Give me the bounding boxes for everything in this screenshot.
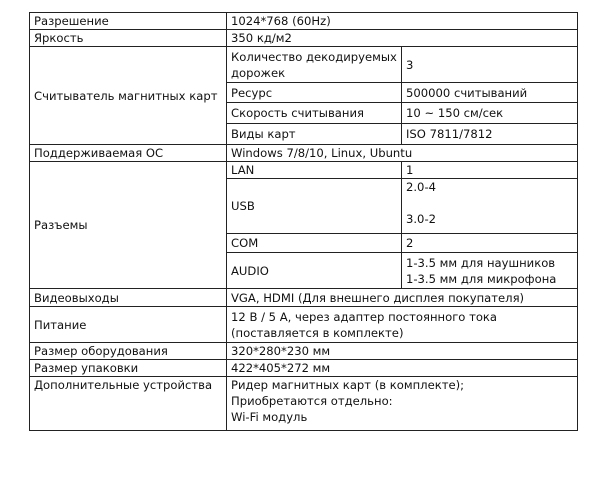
table-row-brightness: [30, 30, 578, 47]
extras-value-2: Приобретаются отдельно:: [231, 394, 393, 408]
table-row-package-size: [30, 360, 578, 377]
ports-audio-value-1: 1-3.5 мм для наушников: [406, 255, 556, 270]
msr-speed-value: 10 ~ 150 см/сек: [402, 103, 578, 124]
package-size-value: 422*405*272 мм: [227, 360, 578, 377]
ports-com-value: 2: [402, 234, 578, 253]
msr-cards-label: Виды карт: [227, 124, 402, 145]
ports-usb-values: [402, 179, 578, 234]
msr-cards-value: ISO 7811/7812: [402, 124, 578, 145]
msr-life-value: 500000 считываний: [402, 83, 578, 103]
table-row-video: [30, 289, 578, 307]
device-size-label: Размер оборудования: [30, 343, 227, 360]
os-value: Windows 7/8/10, Linux, Ubuntu: [227, 145, 578, 162]
power-value-1: 12 В / 5 А, через адаптер постоянного тока: [231, 309, 498, 324]
msr-label: Считыватель магнитных карт: [30, 47, 227, 145]
resolution-label: Разрешение: [30, 13, 227, 30]
video-value: VGA, HDMI (Для внешнего дисплея покупателя): [227, 289, 578, 307]
ports-usb-value-2: 3.0-2: [406, 212, 436, 226]
extras-label: Дополнительные устройства: [30, 377, 227, 431]
msr-speed-label: Скорость считывания: [227, 103, 402, 124]
table-row-os: [30, 145, 578, 162]
extras-values: [227, 377, 578, 431]
ports-usb-label: USB: [227, 179, 402, 234]
brightness-value: 350 кд/м2: [227, 30, 578, 47]
brightness-label: Яркость: [30, 30, 227, 47]
msr-tracks-value: 3: [402, 47, 578, 83]
table-row-device-size: [30, 343, 578, 360]
spec-table: [29, 12, 578, 431]
resolution-value: 1024*768 (60Hz): [227, 13, 578, 30]
power-value-2: (поставляется в комплекте): [231, 325, 404, 340]
extras-value-3: Wi-Fi модуль: [231, 410, 308, 424]
table-row-extras: [30, 377, 578, 431]
table-row-resolution: [30, 13, 578, 30]
table-row-msr-tracks: [30, 47, 578, 83]
ports-audio-value-2: 1-3.5 мм для микрофона: [406, 271, 557, 286]
device-size-value: 320*280*230 мм: [227, 343, 578, 360]
msr-life-label: Ресурс: [227, 83, 402, 103]
ports-lan-value: 1: [402, 162, 578, 179]
msr-tracks-label: Количество декодируемых дорожек: [227, 47, 402, 83]
ports-audio-values: [402, 253, 578, 289]
ports-usb-value-1: 2.0-4: [406, 180, 436, 194]
ports-label: Разъемы: [30, 162, 227, 289]
ports-audio-label: AUDIO: [227, 253, 402, 289]
power-values: [227, 307, 578, 343]
package-size-label: Размер упаковки: [30, 360, 227, 377]
power-label: Питание: [30, 307, 227, 343]
ports-lan-label: LAN: [227, 162, 402, 179]
os-label: Поддерживаемая ОС: [30, 145, 227, 162]
video-label: Видеовыходы: [30, 289, 227, 307]
table-row-power: [30, 307, 578, 343]
table-row-ports-lan: [30, 162, 578, 179]
ports-com-label: COM: [227, 234, 402, 253]
extras-value-1: Ридер магнитных карт (в комплекте);: [231, 378, 465, 392]
